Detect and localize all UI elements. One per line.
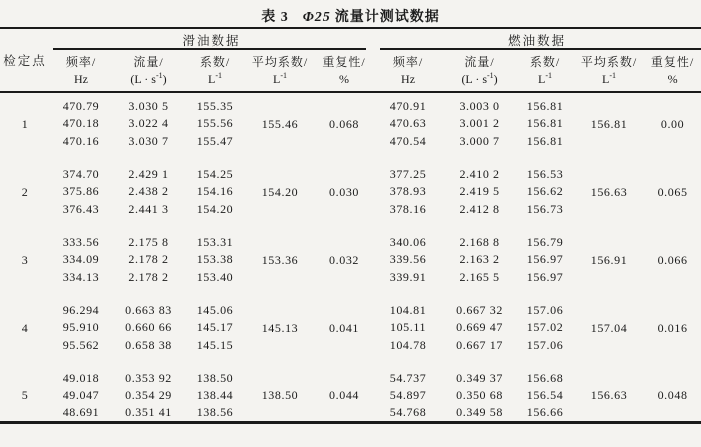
col-header-coefficient-fuel: 系数/ $L^{-1}$ xyxy=(516,50,574,92)
cell-coefficient: 157.02 xyxy=(526,319,564,334)
cell-repeatability: 0.030 xyxy=(329,185,360,199)
cell-point: 4 xyxy=(21,321,29,335)
col-header-flow-lube: 流量/ $(L \cdot s^{-1})$ xyxy=(112,50,185,92)
cell-flow: 0.660 66 xyxy=(125,319,172,334)
cell-repeatability: 0.016 xyxy=(657,321,688,335)
cell-repeatability: 0.044 xyxy=(329,388,360,403)
cell-frequency: 339.91 xyxy=(389,269,427,284)
cell-frequency: 54.897 xyxy=(389,387,427,402)
cell-avg-coefficient: 156.63 xyxy=(590,388,628,403)
cell-flow: 2.441 3 xyxy=(128,201,169,216)
cell-avg-coefficient: 156.81 xyxy=(590,117,628,131)
cell-coefficient: 156.73 xyxy=(526,201,564,216)
cell-flow: 0.667 17 xyxy=(456,337,503,352)
table-row xyxy=(0,297,701,318)
cell-avg-coefficient: 145.13 xyxy=(261,321,299,335)
cell-flow: 2.165 5 xyxy=(459,269,500,284)
cell-coefficient: 154.16 xyxy=(196,183,234,198)
cell-point: 5 xyxy=(21,388,29,403)
cell-frequency: 54.737 xyxy=(389,371,427,385)
cell-frequency: 470.54 xyxy=(389,133,427,148)
cell-coefficient: 153.31 xyxy=(196,235,234,249)
cell-avg-coefficient: 157.04 xyxy=(590,321,628,335)
cell-frequency: 378.93 xyxy=(389,183,427,198)
cell-frequency: 339.56 xyxy=(389,251,427,266)
cell-frequency: 375.86 xyxy=(62,183,100,198)
cell-coefficient: 155.56 xyxy=(196,115,234,130)
cell-flow: 2.438 2 xyxy=(128,183,169,198)
cell-frequency: 470.63 xyxy=(389,115,427,130)
cell-coefficient: 145.17 xyxy=(196,319,234,334)
row-gap xyxy=(0,354,701,365)
group-header-lube-oil-label: 滑油数据 xyxy=(182,33,241,48)
table-row xyxy=(0,92,701,114)
cell-flow: 2.429 1 xyxy=(128,167,169,181)
cell-repeatability: 0.041 xyxy=(329,321,360,335)
cell-coefficient: 156.81 xyxy=(526,133,564,148)
cell-point: 1 xyxy=(21,117,29,131)
cell-repeatability: 0.068 xyxy=(329,117,360,131)
cell-flow: 0.353 92 xyxy=(125,371,172,385)
cell-frequency: 95.562 xyxy=(62,337,100,352)
cell-frequency: 378.16 xyxy=(389,201,427,216)
row-gap xyxy=(0,218,701,229)
cell-flow: 3.001 2 xyxy=(459,115,500,130)
cell-repeatability: 0.065 xyxy=(657,185,688,199)
cell-flow: 2.168 8 xyxy=(459,235,500,249)
cell-flow: 0.351 41 xyxy=(125,404,172,419)
cell-coefficient: 156.97 xyxy=(526,269,564,284)
cell-coefficient: 157.06 xyxy=(526,337,564,352)
cell-frequency: 49.018 xyxy=(62,371,100,385)
cell-frequency: 49.047 xyxy=(62,387,100,402)
cell-repeatability: 0.066 xyxy=(657,253,688,267)
cell-avg-coefficient: 156.91 xyxy=(590,253,628,267)
cell-flow: 3.000 7 xyxy=(459,133,500,148)
group-header-fuel-oil xyxy=(373,28,701,50)
cell-flow: 2.163 2 xyxy=(459,251,500,266)
cell-flow: 0.658 38 xyxy=(125,337,172,352)
col-header-repeatability-lube: 重复性/ % xyxy=(315,50,373,92)
cell-flow: 0.349 58 xyxy=(456,404,503,419)
cell-coefficient: 138.44 xyxy=(196,387,234,402)
cell-coefficient: 156.79 xyxy=(526,235,564,249)
cell-flow: 3.022 4 xyxy=(128,115,169,130)
cell-coefficient: 154.20 xyxy=(196,201,234,216)
cell-coefficient: 156.97 xyxy=(526,251,564,266)
cell-frequency: 104.78 xyxy=(389,337,427,352)
cell-flow: 0.669 47 xyxy=(456,319,503,334)
cell-coefficient: 156.81 xyxy=(526,99,564,113)
corner-header-checkpoint: 检定点 xyxy=(0,28,50,92)
cell-repeatability: 0.00 xyxy=(660,117,685,131)
cell-frequency: 95.910 xyxy=(62,319,100,334)
cell-avg-coefficient: 154.20 xyxy=(261,185,299,199)
page-title xyxy=(0,3,701,27)
cell-frequency: 470.79 xyxy=(62,99,100,113)
group-header-fuel-oil-label: 燃油数据 xyxy=(508,33,567,48)
col-header-frequency-fuel: 频率/ Hz xyxy=(373,50,443,92)
cell-frequency: 470.16 xyxy=(62,133,100,148)
cell-avg-coefficient: 153.36 xyxy=(261,253,299,267)
title-model: Φ25 xyxy=(302,10,331,25)
cell-avg-coefficient: 138.50 xyxy=(261,388,299,403)
cell-flow: 3.003 0 xyxy=(459,99,500,113)
cell-frequency: 377.25 xyxy=(389,167,427,181)
cell-frequency: 333.56 xyxy=(62,235,100,249)
cell-coefficient: 156.53 xyxy=(526,167,564,181)
title-table-number: 表 3 xyxy=(261,10,289,25)
cell-point: 2 xyxy=(21,185,29,199)
cell-coefficient: 155.47 xyxy=(196,133,234,148)
cell-coefficient: 153.38 xyxy=(196,251,234,266)
col-header-avg-coefficient-fuel: 平均系数/ $L^{-1}$ xyxy=(574,50,644,92)
row-gap xyxy=(0,286,701,297)
col-header-coefficient-lube: 系数/ $L^{-1}$ xyxy=(185,50,245,92)
row-gap xyxy=(0,150,701,161)
cell-flow: 0.350 68 xyxy=(456,387,503,402)
col-header-repeatability-fuel: 重复性/ % xyxy=(644,50,701,92)
cell-coefficient: 156.62 xyxy=(526,183,564,198)
cell-repeatability: 0.032 xyxy=(329,253,360,267)
col-header-avg-coefficient-lube: 平均系数/ $L^{-1}$ xyxy=(245,50,315,92)
cell-frequency: 470.18 xyxy=(62,115,100,130)
table-row xyxy=(0,229,701,250)
cell-frequency: 374.70 xyxy=(62,167,100,181)
cell-frequency: 105.11 xyxy=(389,319,427,334)
cell-avg-coefficient: 156.63 xyxy=(590,185,628,199)
col-header-flow-fuel: 流量/ $(L \cdot s^{-1})$ xyxy=(443,50,516,92)
cell-coefficient: 138.56 xyxy=(196,404,234,419)
cell-coefficient: 138.50 xyxy=(196,371,234,385)
cell-frequency: 48.691 xyxy=(62,404,100,419)
cell-coefficient: 157.06 xyxy=(526,303,564,317)
cell-frequency: 470.91 xyxy=(389,99,427,113)
table-row xyxy=(0,365,701,386)
table-row xyxy=(0,161,701,182)
cell-coefficient: 156.54 xyxy=(526,387,564,402)
cell-flow: 0.667 32 xyxy=(456,303,503,317)
cell-coefficient: 156.81 xyxy=(526,115,564,130)
cell-coefficient: 145.15 xyxy=(196,337,234,352)
cell-flow: 3.030 7 xyxy=(128,133,169,148)
cell-frequency: 96.294 xyxy=(62,303,100,317)
cell-flow: 2.412 8 xyxy=(459,201,500,216)
group-header-lube-oil xyxy=(50,28,373,50)
cell-frequency: 104.81 xyxy=(389,303,427,317)
cell-flow: 3.030 5 xyxy=(128,99,169,113)
title-caption: 流量计测试数据 xyxy=(334,10,440,25)
cell-coefficient: 156.68 xyxy=(526,371,564,385)
cell-flow: 0.663 83 xyxy=(125,303,172,317)
cell-coefficient: 155.35 xyxy=(196,99,234,113)
cell-flow: 0.354 29 xyxy=(125,387,172,402)
cell-frequency: 54.768 xyxy=(389,404,427,419)
data-table xyxy=(0,27,701,424)
cell-flow: 2.175 8 xyxy=(128,235,169,249)
cell-flow: 2.419 5 xyxy=(459,183,500,198)
cell-coefficient: 145.06 xyxy=(196,303,234,317)
cell-coefficient: 153.40 xyxy=(196,269,234,284)
cell-frequency: 334.13 xyxy=(62,269,100,284)
cell-coefficient: 156.66 xyxy=(526,404,564,419)
cell-flow: 2.410 2 xyxy=(459,167,500,181)
cell-avg-coefficient: 155.46 xyxy=(261,117,299,131)
col-header-frequency-lube: 频率/ Hz xyxy=(50,50,112,92)
cell-flow: 2.178 2 xyxy=(128,251,169,266)
cell-frequency: 340.06 xyxy=(389,235,427,249)
cell-point: 3 xyxy=(21,253,29,267)
cell-frequency: 334.09 xyxy=(62,251,100,266)
cell-repeatability: 0.048 xyxy=(657,388,688,403)
cell-flow: 2.178 2 xyxy=(128,269,169,284)
cell-coefficient: 154.25 xyxy=(196,167,234,181)
cell-frequency: 376.43 xyxy=(62,201,100,216)
cell-flow: 0.349 37 xyxy=(456,371,503,385)
